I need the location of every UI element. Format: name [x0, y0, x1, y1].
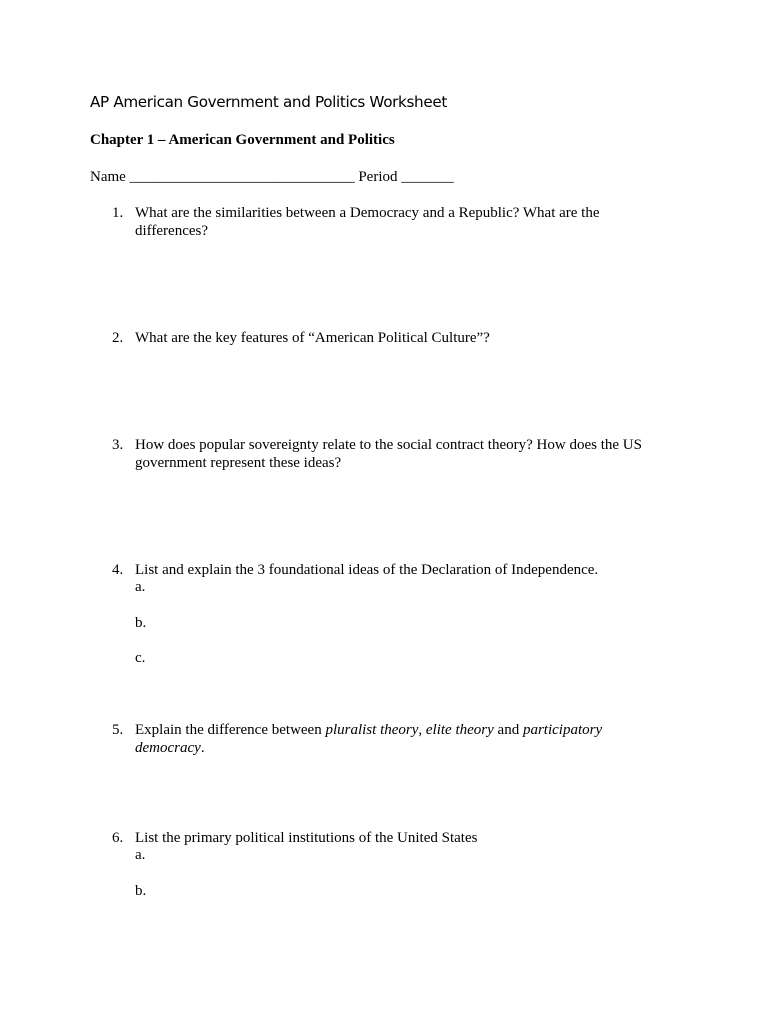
answer-label-c: c. [135, 650, 146, 666]
question-text [135, 436, 670, 473]
question-line: What are the key features of “American Political Culture”? [135, 330, 490, 346]
question-text [135, 561, 670, 579]
name-blank: ______________________________ [129, 169, 355, 185]
term-elite-theory: elite theory [425, 722, 494, 738]
answer-label-b: b. [135, 615, 147, 631]
question-line: government represent these ideas? [135, 455, 342, 472]
chapter-heading: Chapter 1 – American Government and Politics [90, 132, 395, 148]
period-label: Period [358, 169, 398, 185]
question-number: 3. [112, 437, 124, 453]
question-line: List the primary political institutions of the United States [135, 830, 478, 846]
question-number: 2. [112, 330, 124, 346]
question-number: 1. [112, 205, 124, 221]
period-blank: _______ [401, 169, 454, 185]
question-text [135, 721, 670, 758]
question-line: democracy. [135, 740, 205, 757]
name-label: Name [90, 169, 126, 185]
question-number: 5. [112, 722, 124, 738]
question-text [135, 329, 670, 347]
question-line: differences? [135, 223, 209, 240]
question-line: How does popular sovereignty relate to the social contract theory? How does the US [135, 437, 642, 453]
question-number: 4. [112, 562, 124, 578]
question-text [135, 204, 670, 241]
answer-label-a: a. [135, 579, 146, 595]
question-line: Explain the difference between pluralist theory, elite theory and participatory [135, 722, 603, 738]
worksheet-title: AP American Government and Politics Worksheet [90, 93, 447, 111]
term-pluralist-theory: pluralist theory [325, 722, 419, 738]
question-line: List and explain the 3 foundational ideas of the Declaration of Independence. [135, 562, 599, 578]
term-democracy: democracy [135, 740, 201, 757]
term-participatory: participatory [522, 722, 603, 738]
question-line: What are the similarities between a Democracy and a Republic? What are the [135, 205, 600, 221]
answer-label-b: b. [135, 883, 147, 899]
question-number: 6. [112, 830, 124, 846]
answer-label-a: a. [135, 847, 146, 863]
name-period-line [90, 169, 454, 186]
question-text [135, 829, 670, 847]
